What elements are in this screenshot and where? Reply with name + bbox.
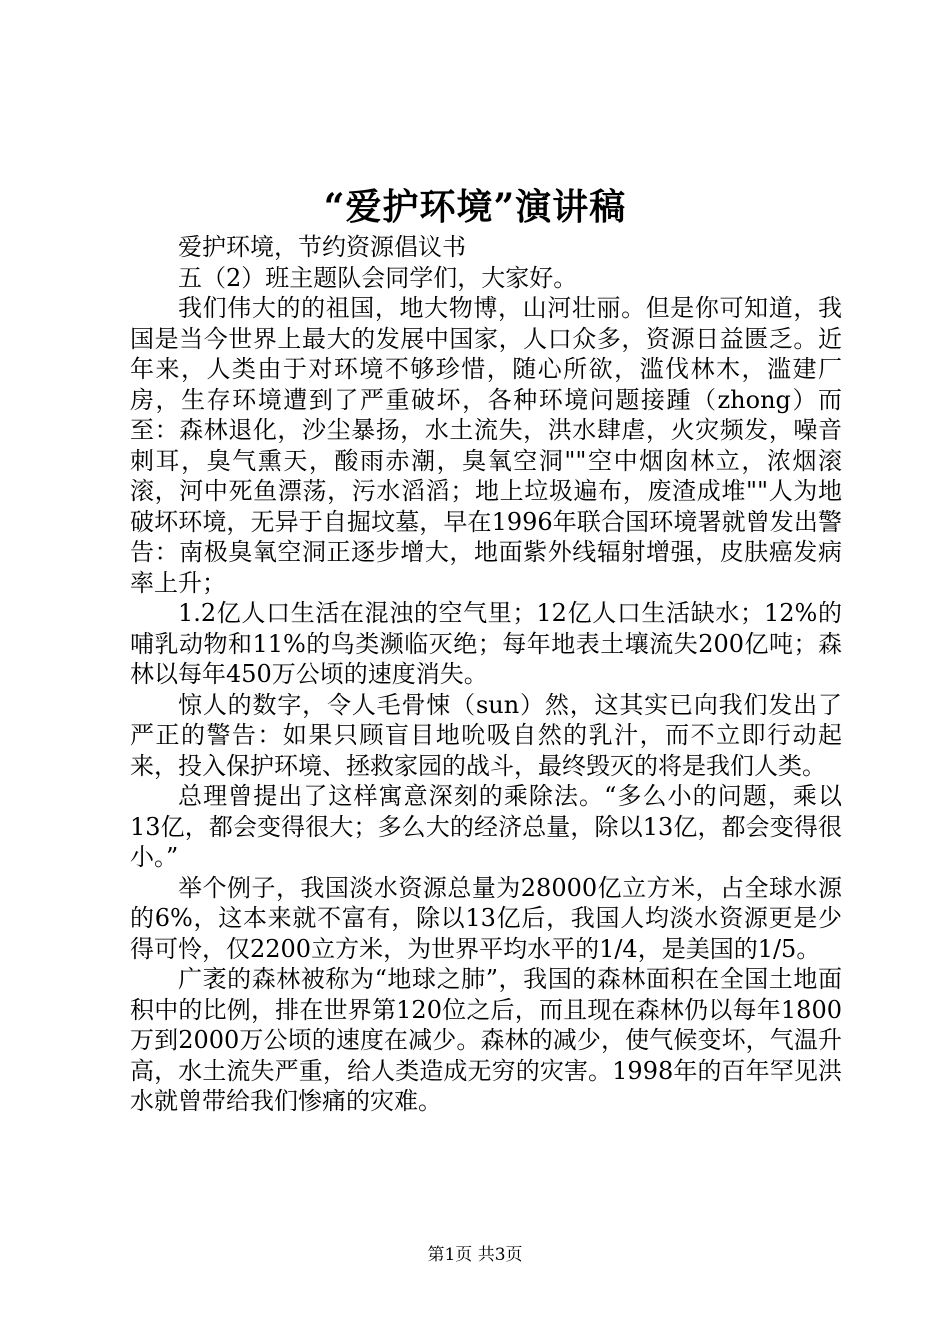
paragraph-statistics: 1.2亿人口生活在混浊的空气里；12亿人口生活缺水；12%的哺乳动物和11%的鸟类濒临灭绝；每年地表土壤流失200亿吨；森林以每年450万公顷的速度消失。 bbox=[130, 599, 842, 688]
paragraph-water-example: 举个例子，我国淡水资源总量为28000亿立方米，占全球水源的6%，这本来就不富有，除以13亿后，我国人均淡水资源更是少得可怜，仅2200立方米，为世界平均水平的1/4，是美国的1/5。 bbox=[130, 873, 842, 963]
page-title: “爱护环境”演讲稿 bbox=[323, 186, 627, 228]
paragraph-greeting: 五（2）班主题队会同学们，大家好。 bbox=[178, 263, 578, 292]
paragraph-subtitle: 爱护环境，节约资源倡议书 bbox=[178, 233, 466, 261]
paragraph-warning: 惊人的数字，令人毛骨悚（sun）然，这其实已向我们发出了严正的警告：如果只顾盲目地吮吸自然的乳汁，而不立即行动起来，投入保护环境、拯救家园的战斗，最终毁灭的将是我们人类。 bbox=[130, 690, 842, 780]
document-body bbox=[130, 232, 842, 1117]
paragraph-forest: 广袤的森林被称为“地球之肺”，我国的森林面积在全国土地面积中的比例，排在世界第120位之后，而且现在森林仍以每年1800万到2000万公顷的速度在减少。森林的减少，使气候变坏，气温升高，水土流失严重，给人类造成无穷的灾害。1998年的百年罕见洪水就曾带给我们惨痛的灾难。 bbox=[130, 965, 842, 1115]
page-footer: 第1页 共3页 bbox=[427, 1245, 523, 1265]
paragraph-multiplication: 总理曾提出了这样寓意深刻的乘除法。“多么小的问题，乘以13亿，都会变得很大；多么大的经济总量，除以13亿，都会变得很小。” bbox=[130, 782, 842, 871]
paragraph-motherland: 我们伟大的的祖国，地大物博，山河壮丽。但是你可知道，我国是当今世界上最大的发展中国家，人口众多，资源日益匮乏。近年来，人类由于对环境不够珍惜，随心所欲，滥伐林木，滥建厂房，生存环境遭到了严重破坏，各种环境问题接踵（zhong）而至：森林退化，沙尘暴扬，水土流失，洪水肆虐，火灾频发，噪音刺耳，臭气熏天，酸雨赤潮，臭氧空洞""空中烟囱林立，浓烟滚滚，河中死鱼漂荡，污水滔滔；地上垃圾遍布，废渣成堆""人为地破坏环境，无异于自掘坟墓，早在1996年联合国环境署就曾发出警告：南极臭氧空洞正逐步增大，地面紫外线辐射增强，皮肤癌发病率上升； bbox=[130, 294, 842, 597]
